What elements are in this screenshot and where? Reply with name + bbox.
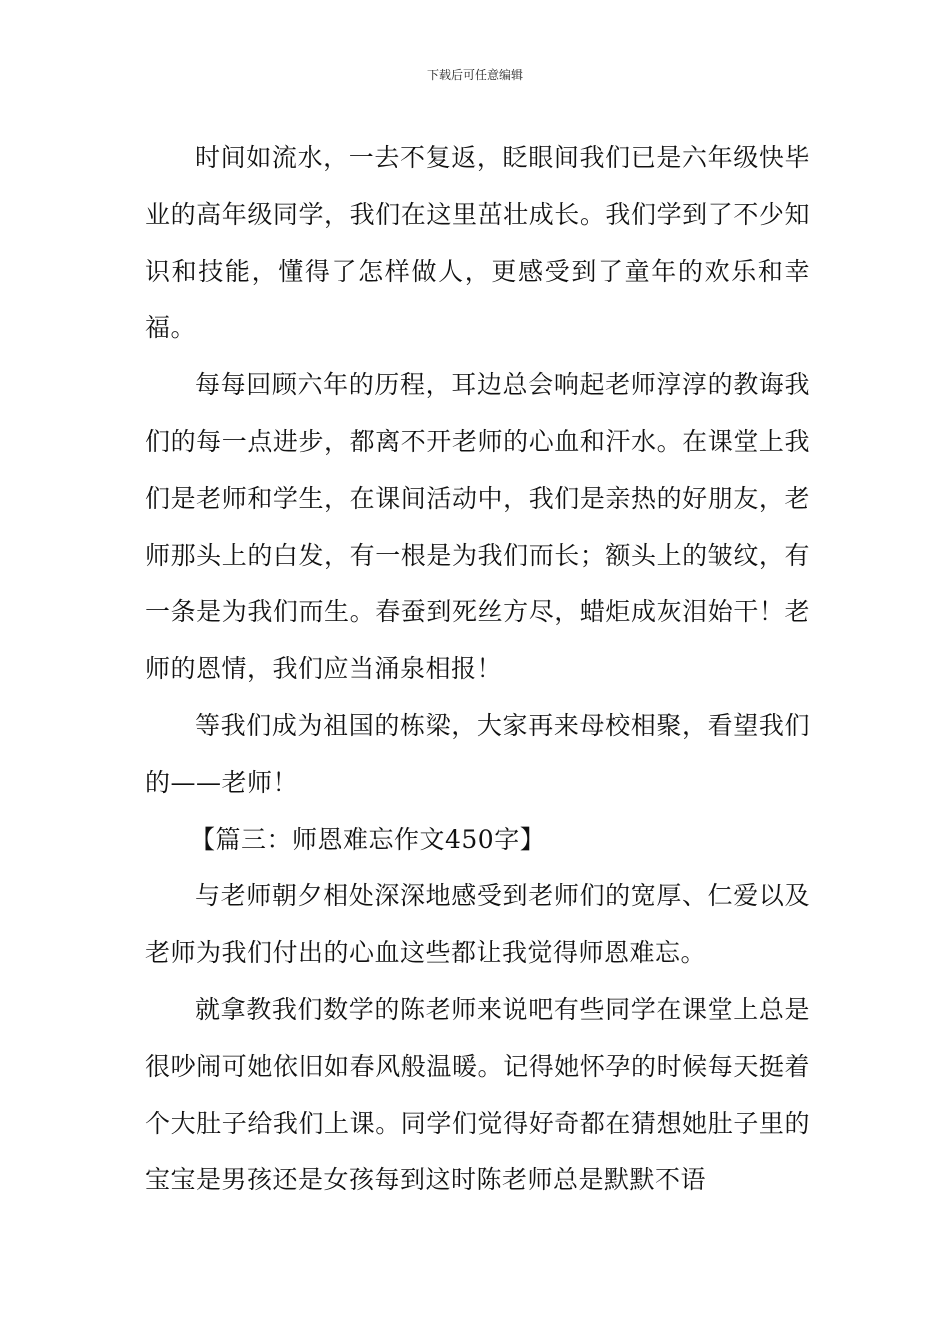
paragraph-5: 就拿教我们数学的陈老师来说吧有些同学在课堂上总是很吵闹可她依旧如春风般温暖。记得她怀孕的时候每天挺着个大肚子给我们上课。同学们觉得好奇都在猜想她肚子里的宝宝是男孩还是女孩每到这时陈老师总是默默不语	[145, 994, 810, 1195]
paragraph-1: 时间如流水，一去不复返，眨眼间我们已是六年级快毕业的高年级同学，我们在这里茁壮成长。我们学到了不少知识和技能，懂得了怎样做人，更感受到了童年的欢乐和幸福。	[145, 143, 810, 343]
section-title: 【篇三：师恩难忘作文450字】	[190, 824, 546, 854]
page-header-note: 下载后可任意编辑	[426, 68, 523, 82]
paragraph-4: 与老师朝夕相处深深地感受到老师们的宽厚、仁爱以及老师为我们付出的心血这些都让我觉得师恩难忘。	[145, 881, 810, 968]
document-body	[145, 130, 810, 1209]
paragraph-3: 等我们成为祖国的栋梁，大家再来母校相聚，看望我们的——老师！	[145, 710, 810, 797]
paragraph-2: 每每回顾六年的历程，耳边总会响起老师淳淳的教诲我们的每一点进步，都离不开老师的心血和汗水。在课堂上我们是老师和学生，在课间活动中，我们是亲热的好朋友，老师那头上的白发，有一根是为我们而长；额头上的皱纹，有一条是为我们而生。春蚕到死丝方尽，蜡炬成灰泪始干！老师的恩情，我们应当涌泉相报！	[145, 370, 810, 684]
